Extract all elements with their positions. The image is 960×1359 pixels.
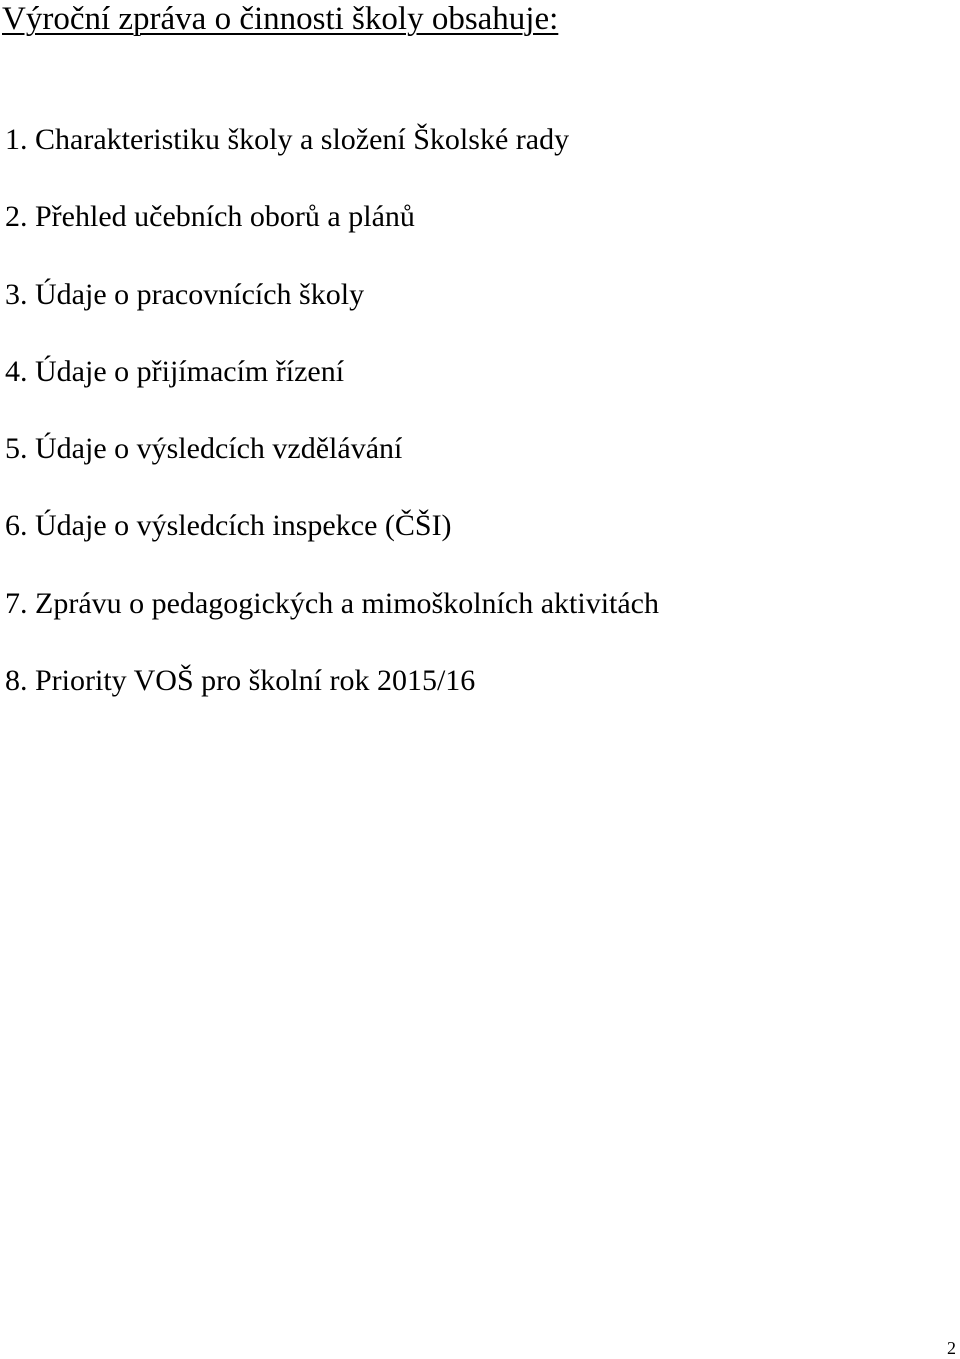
list-item: 4. Údaje o přijímacím řízení <box>5 354 345 388</box>
contents-list <box>5 122 659 740</box>
list-item: 7. Zprávu o pedagogických a mimoškolních aktivitách <box>5 586 659 620</box>
list-item: 2. Přehled učebních oborů a plánů <box>5 200 415 234</box>
list-item: 3. Údaje o pracovnících školy <box>5 277 365 311</box>
list-item: 6. Údaje o výsledcích inspekce (ČŠI) <box>5 509 452 543</box>
list-item: 1. Charakteristiku školy a složení Školské rady <box>5 123 570 156</box>
list-item: 8. Priority VOŠ pro školní rok 2015/16 <box>5 664 476 698</box>
page-number: 2 <box>947 1338 956 1358</box>
page-title: Výroční zpráva o činnosti školy obsahuje: <box>2 1 559 37</box>
list-item: 5. Údaje o výsledcích vzdělávání <box>5 432 403 466</box>
